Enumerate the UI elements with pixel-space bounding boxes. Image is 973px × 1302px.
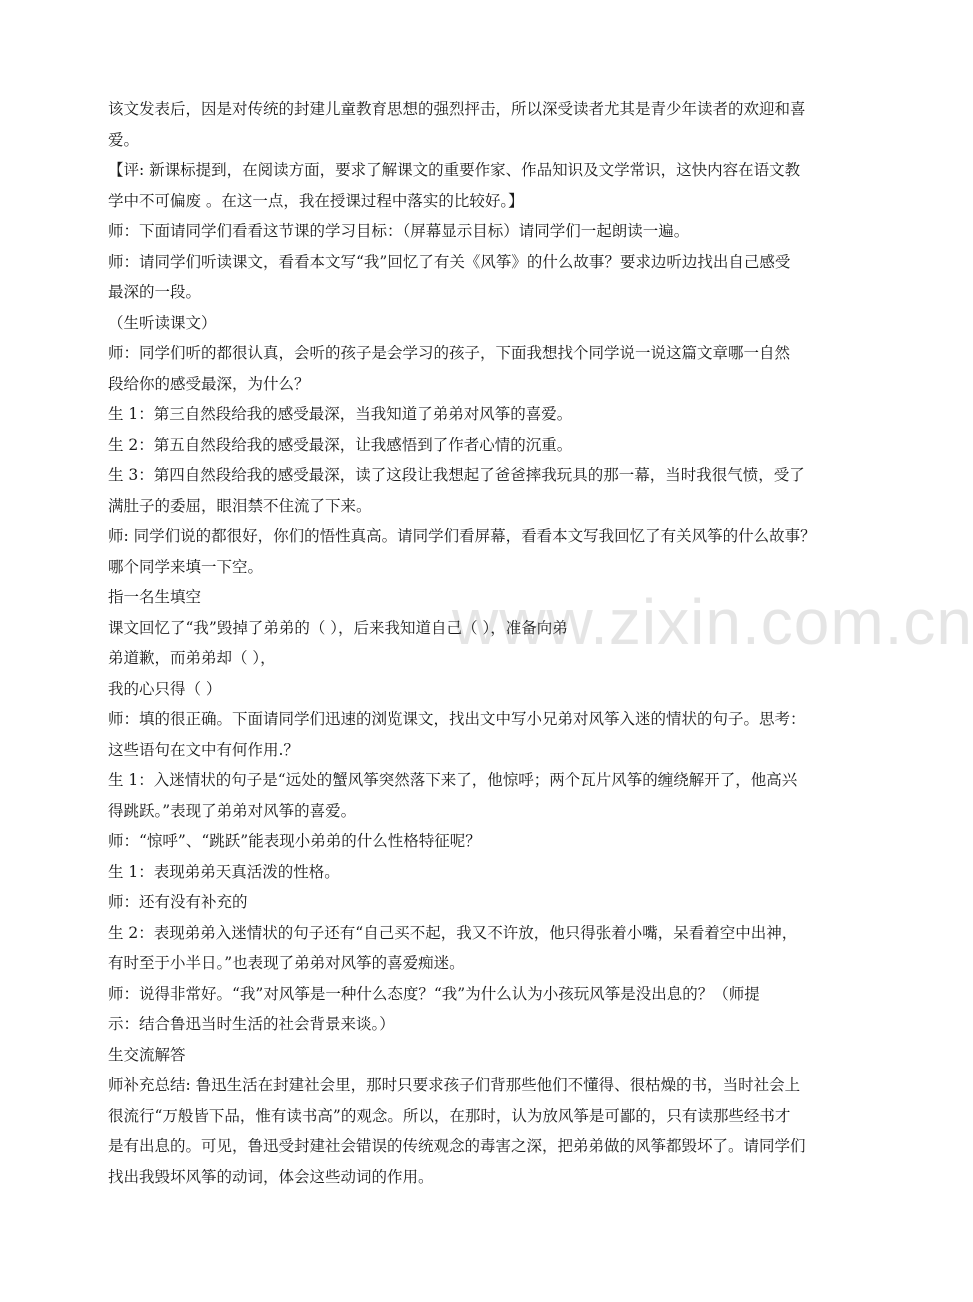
text-line: 满肚子的委屈，眼泪禁不住流了下来。 [108,496,372,515]
text-line: 有时至于小半日。”也表现了弟弟对风筝的喜爱痴迷。 [108,954,465,972]
watermark: www.zixin.com.cn [452,586,973,658]
text-line: 师：同学们听的都很认真，会听的孩子是会学习的孩子，下面我想找个同学说一说这篇文章哪一自然 [108,344,791,362]
text-line: 师：请同学们听读课文，看看本文写“我”回忆了有关《风筝》的什么故事？要求边听边找出自己感受 [108,252,791,271]
text-line: 师：下面请同学们看看这节课的学习目标：（屏幕显示目标）请同学们一起朗读一遍。 [108,222,690,240]
text-line: 【评: 新课标提到，在阅读方面，要求了解课文的重要作家、作品知识及文学常识，这快内容在语文教 [108,161,801,179]
text-line: 最深的一段。 [108,283,202,301]
text-line: 得跳跃。”表现了弟弟对风筝的喜爱。 [108,801,357,820]
text-line: 师：“惊呼”、“跳跃”能表现小弟弟的什么性格特征呢？ [108,832,481,850]
text-line: 生 1：表现弟弟天真活泼的性格。 [108,862,340,881]
text-line: 这些语句在文中有何作用.？ [108,740,299,759]
body-text [108,94,833,1192]
text-line: 生交流解答 [108,1045,186,1064]
text-line: 师补充总结: 鲁迅生活在封建社会里，那时只要求孩子们背那些他们不懂得、很枯燥的书，当时社会上 [108,1076,801,1094]
text-line: 指一名生填空 [108,588,202,606]
text-line: 示：结合鲁迅当时生活的社会背景来谈。） [108,1015,395,1033]
text-line: 课文回忆了“我”毁掉了弟弟的（ ），后来我知道自己（ ），准备向弟 [108,618,568,637]
text-line: 很流行“万般皆下品，惟有读书高”的观念。所以，在那时，认为放风筝是可鄙的，只有读那些经书才 [108,1106,791,1125]
text-line: 师：填的很正确。下面请同学们迅速的浏览课文，找出文中写小兄弟对风筝入迷的情状的句子。思考： [108,710,806,728]
text-line: 生 1：入迷情状的句子是“远处的蟹风筝突然落下来了，他惊呼；两个瓦片风筝的缠绕解开了，他高兴 [108,771,798,789]
text-line: 该文发表后，因是对传统的封建儿童教育思想的强烈抨击，所以深受读者尤其是青少年读者的欢迎和喜 [108,100,806,118]
text-line: 爱。 [108,130,140,149]
text-line: 师：还有没有补充的 [108,893,248,911]
text-line: 师: 同学们说的都很好，你们的悟性真高。请同学们看屏幕，看看本文写我回忆了有关风筝的什么故事？ [108,527,816,545]
text-line: 生 2：表现弟弟入迷情状的句子还有“自己买不起，我又不许放，他只得张着小嘴，呆看着空中出神， [108,923,798,942]
text-line: 师：说得非常好。“我”对风筝是一种什么态度？“我”为什么认为小孩玩风筝是没出息的？（师提 [108,984,760,1003]
text-line: 弟道歉，而弟弟却（ ）， [108,649,276,667]
text-line: 哪个同学来填一下空。 [108,557,264,576]
text-line: 找出我毁坏风筝的动词，体会这些动词的作用。 [108,1167,434,1186]
text-line: 生 2：第五自然段给我的感受最深，让我感悟到了作者心情的沉重。 [108,435,573,454]
text-line: 我的心只得（ ） [108,679,222,698]
text-line: 生 1：第三自然段给我的感受最深，当我知道了弟弟对风筝的喜爱。 [108,405,573,423]
text-line: （生听读课文） [108,313,217,332]
text-line: 生 3：第四自然段给我的感受最深，读了这段让我想起了爸爸摔我玩具的那一幕，当时我很气愤，受了 [108,466,805,484]
text-line: 学中不可偏废 。在这一点，我在授课过程中落实的比较好。】 [108,191,524,210]
text-line: 是有出息的。可见，鲁迅受封建社会错误的传统观念的毒害之深，把弟弟做的风筝都毁坏了。请同学们 [108,1137,806,1155]
text-line: 段给你的感受最深，为什么？ [108,374,310,393]
